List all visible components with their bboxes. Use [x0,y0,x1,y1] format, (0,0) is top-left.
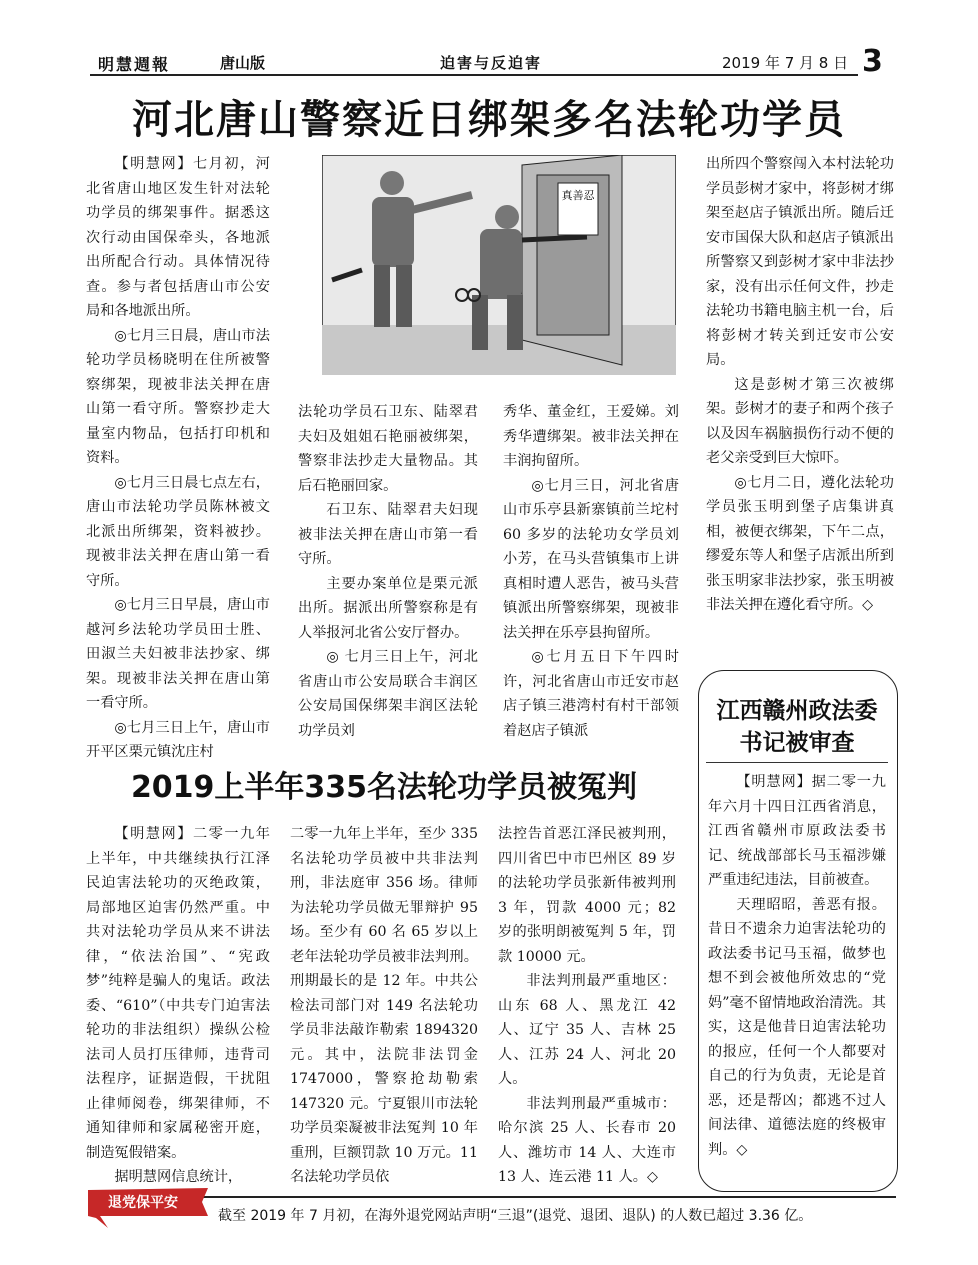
article1-title: 河北唐山警察近日绑架多名法轮功学员 [132,97,846,143]
paragraph: ◎七月三日晨七点左右，唐山市法轮功学员陈林被文北派出所绑架，资料被抄。现被非法关押在唐山第一看守所。 [86,474,270,589]
article1-column-1 [86,152,270,765]
article2-column-2 [290,822,478,1190]
masthead: 明慧週報 [98,55,171,74]
header-rule [90,74,858,76]
article1-column-4 [706,152,894,618]
paragraph: ◎七月三日早晨，唐山市越河乡法轮功学员田士胜、田淑兰夫妇被非法抄家、绑架。现被非法关押在唐山第一看守所。 [86,597,270,711]
footer-rule [90,1196,896,1198]
sidebar-title-line1: 江西赣州政法委 [716,698,878,724]
footer-tag [88,1188,208,1216]
paragraph: 据明慧网信息统计， [114,1169,243,1185]
paragraph: ◎七月二日，遵化法轮功学员张玉明到堡子店集讲真相，被便衣绑架，下午二点，缪爱东等人和堡子店派出所到张玉明家非法抄家，张玉明被非法关押在遵化看守所。◇ [706,474,894,613]
paragraph: 【明慧网】二零一九年上半年，中共继续执行江泽民迫害法轮功的灭绝政策，局部地区迫害仍然严重。中共对法轮功学员从来不讲法律，“依法治国”、“宪政梦”纯粹是骗人的鬼话。政法委、“610”（中共专门迫害法轮功的非法组织）操纵公检法司人员打压律师，违背司法程序，证据造假，干扰阻止律师阅卷，绑架律师，不通知律师和家属秘密开庭，制造冤假错案。 [86,826,270,1161]
paragraph: 法轮功学员石卫东、陆翠君夫妇及姐姐石艳丽被绑架，警察非法抄走大量物品。其后石艳丽回家。 [298,404,478,494]
paragraph: 出所四个警察闯入本村法轮功学员彭树才家中，将彭树才绑架至赵店子镇派出所。随后迁安市国保大队和赵店子镇派出所警察又到彭树才家中非法抄家，没有出示任何文件，抄走法轮功书籍电脑主机一台，后将彭树才转关到迁安市公安局。 [706,156,894,368]
door-sign: 真善忍 [561,189,595,202]
issue-date: 2019 年 7 月 8 日 [722,54,849,72]
sidebar-rule [706,762,888,763]
article2-column-1 [86,822,270,1190]
paragraph: ◎七月三日晨，唐山市法轮功学员杨晓明在住所被警察绑架，现被非法关押在唐山第一看守所。警察抄走大量室内物品，包括打印机和资料。 [86,327,270,466]
footer-text: 截至 2019 年 7 月初，在海外退党网站声明“三退”(退党、退团、退队) 的人数已超过 3.36 亿。 [218,1208,813,1224]
article1-column-2 [298,400,478,743]
article2-title: 2019上半年335名法轮功学员被冤判 [130,770,638,805]
paragraph: ◎七月三日，河北省唐山市乐亭县新寨镇前兰坨村 60 多岁的法轮功女学员刘小芳，在马头营镇集市上讲真相时遭人恶告，被马头营镇派出所警察绑架，现被非法关押在乐亭县拘留所。 [503,477,679,641]
paragraph: 秀华、董金红，王爱娣。刘秀华遭绑架。被非法关押在丰润拘留所。 [503,404,679,469]
page-number: 3 [862,44,883,79]
paragraph: 法控告首恶江泽民被判刑，四川省巴中市巴州区 89 岁的法轮功学员张新伟被判刑 3 年，罚款 4000 元；82 岁的张明朗被冤判 5 年，罚款 10000 元。 [498,826,676,965]
paragraph: 【明慧网】七月初，河北省唐山地区发生针对法轮功学员的绑架事件。据悉这次行动由国保牵头，各地派出所配合行动。具体情况待查。参与者包括唐山市公安局和各地派出所。 [86,156,270,319]
paragraph: 天理昭昭，善恶有报。昔日不遗余力迫害法轮功的政法委书记马玉福，做梦也想不到会被他所效忠的“党妈”毫不留情地政治清洗。其实，这是他昔日迫害法轮功的报应，任何一个人都要对自己的行为负责，无论是首恶，还是帮凶；都逃不过人间法律、道德法庭的终极审判。◇ [708,896,886,1158]
article2-column-3 [498,822,676,1190]
footer-tag-label: 退党保平安 [108,1195,178,1211]
police-illustration [322,155,676,375]
paragraph: 石卫东、陆翠君夫妇现被非法关押在唐山市第一看守所。 [298,502,478,567]
paragraph: 非法判刑最严重地区：山东 68 人、黑龙江 42 人、辽宁 35 人、吉林 25 人、江苏 24 人、河北 20 人。 [498,973,676,1087]
article1-column-3 [503,400,679,743]
paragraph: 非法判刑最严重城市：哈尔滨 25 人、长春市 20 人、潍坊市 14 人、大连市 13 人、连云港 11 人。◇ [498,1095,676,1185]
paragraph: ◎七月三日上午，唐山市开平区栗元镇沈庄村 [86,719,270,760]
paragraph: 主要办案单位是栗元派出所。据派出所警察称是有人举报河北省公安厅督办。 [298,575,478,641]
paragraph: 这是彭树才第三次被绑架。彭树才的妻子和两个孩子以及因车祸脑损伤行动不便的老父亲受到巨大惊吓。 [706,376,894,466]
paragraph: ◎ 七月三日上午，河北省唐山市公安局联合丰润区公安局国保绑架丰润区法轮功学员刘 [298,649,478,739]
paragraph: ◎七月五日下午四时许，河北省唐山市迁安市赵店子镇三港湾村有村干部领着赵店子镇派 [503,649,679,739]
section-title: 迫害与反迫害 [440,54,543,72]
paragraph: 【明慧网】据二零一九年六月十四日江西省消息，江西省赣州市原政法委书记、统战部部长马玉福涉嫌严重违纪违法，目前被查。 [708,774,886,888]
edition: 唐山版 [220,54,266,72]
paragraph: 二零一九年上半年，至少 335 名法轮功学员被中共非法判刑，非法庭审 356 场。律师为法轮功学员做无罪辩护 95 场。至少有 60 名 65 岁以上老年法轮功学员被非法判刑。刑期最长的是 12 年。中共公检法司部门对 149 名法轮功学员非法敲诈勒索 1894320 元。其中，法院非法罚金 1747000，警察抢劫勒索 147320 元。宁夏银川市法轮功学员栾凝被非法冤判 10 年重刑，巨额罚款 10 万元。11 名法轮功学员依 [290,826,478,1185]
sidebar-title-line2: 书记被审查 [739,730,855,756]
sidebar-body [708,770,886,1162]
